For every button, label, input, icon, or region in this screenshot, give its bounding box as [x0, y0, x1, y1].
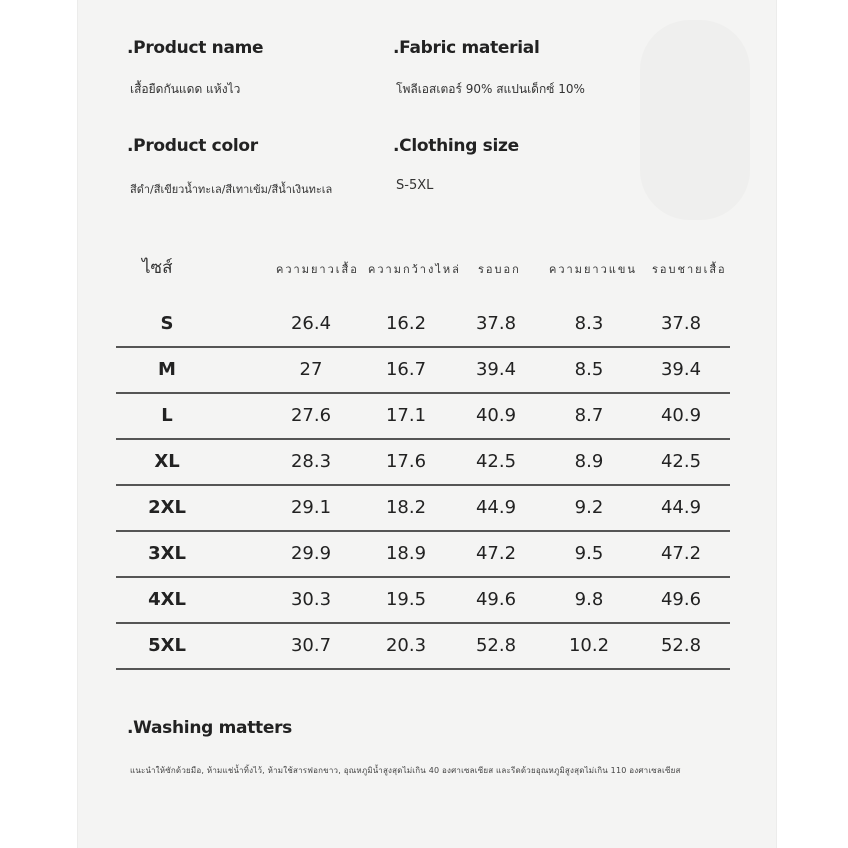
hem-cell: 47.2	[660, 543, 702, 564]
length-cell: 27.6	[290, 405, 332, 426]
table-row	[116, 440, 730, 486]
sleeve-cell: 9.2	[574, 497, 604, 518]
shoulder-cell: 18.2	[385, 497, 427, 518]
table-header	[116, 252, 730, 282]
header-shoulder: ความกว้างไหล่	[368, 263, 461, 276]
length-cell: 26.4	[290, 313, 332, 334]
product-name-value: เสื้อยืดกันแดด แห้งไว	[130, 82, 241, 96]
hem-cell: 49.6	[660, 589, 702, 610]
clothing-size-heading: .Clothing size	[393, 136, 519, 156]
chest-cell: 47.2	[475, 543, 517, 564]
sleeve-cell: 9.8	[574, 589, 604, 610]
hem-cell: 37.8	[660, 313, 702, 334]
fabric-material-heading: .Fabric material	[393, 38, 540, 58]
shoulder-cell: 16.7	[385, 359, 427, 380]
chest-cell: 42.5	[475, 451, 517, 472]
product-color-heading: .Product color	[127, 136, 258, 156]
hem-cell: 42.5	[660, 451, 702, 472]
hem-cell: 40.9	[660, 405, 702, 426]
shoulder-cell: 17.1	[385, 405, 427, 426]
length-cell: 30.3	[290, 589, 332, 610]
table-row	[116, 578, 730, 624]
hem-cell: 39.4	[660, 359, 702, 380]
size-cell: 2XL	[148, 497, 186, 518]
chest-cell: 44.9	[475, 497, 517, 518]
shoulder-cell: 17.6	[385, 451, 427, 472]
size-cell: M	[158, 359, 176, 380]
table-row	[116, 348, 730, 394]
shoulder-cell: 20.3	[385, 635, 427, 656]
sleeve-cell: 8.9	[574, 451, 604, 472]
size-cell: XL	[154, 451, 180, 472]
table-row	[116, 486, 730, 532]
chest-cell: 49.6	[475, 589, 517, 610]
background-shape	[640, 20, 750, 220]
sleeve-cell: 9.5	[574, 543, 604, 564]
length-cell: 27	[299, 359, 323, 380]
chest-cell: 37.8	[475, 313, 517, 334]
product-name-heading: .Product name	[127, 38, 264, 58]
table-row	[116, 624, 730, 670]
length-cell: 28.3	[290, 451, 332, 472]
fabric-material-value: โพลีเอสเตอร์ 90% สแปนเด็กซ์ 10%	[396, 82, 585, 96]
chest-cell: 40.9	[475, 405, 517, 426]
length-cell: 29.1	[290, 497, 332, 518]
clothing-size-value: S-5XL	[396, 178, 434, 193]
table-row	[116, 394, 730, 440]
size-cell: L	[161, 405, 173, 426]
sleeve-cell: 8.3	[574, 313, 604, 334]
sleeve-cell: 10.2	[568, 635, 610, 656]
header-length: ความยาวเสื้อ	[276, 263, 359, 276]
size-cell: 3XL	[148, 543, 186, 564]
hem-cell: 44.9	[660, 497, 702, 518]
sleeve-cell: 8.5	[574, 359, 604, 380]
hem-cell: 52.8	[660, 635, 702, 656]
size-table	[116, 252, 730, 670]
table-row	[116, 302, 730, 348]
size-cell: 5XL	[148, 635, 186, 656]
shoulder-cell: 16.2	[385, 313, 427, 334]
header-hem: รอบชายเสื้อ	[652, 263, 727, 276]
table-row	[116, 532, 730, 578]
size-cell: S	[160, 313, 174, 334]
product-color-value: สีดำ/สีเขียวน้ำทะเล/สีเทาเข้ม/สีน้ำเงินทะเล	[130, 183, 333, 196]
chest-cell: 52.8	[475, 635, 517, 656]
header-size: ไซส์	[142, 258, 173, 278]
chest-cell: 39.4	[475, 359, 517, 380]
washing-instructions: แนะนำให้ซักด้วยมือ, ห้ามแช่น้ำทิ้งไว้, ห้ามใช้สารฟอกขาว, อุณหภูมิน้ำสูงสุดไม่เกิน 40 องศาเซลเซียส และรีดด้วยอุณหภูมิสูงสุดไม่เกิน 110 องศาเซลเซียส	[130, 766, 681, 775]
header-sleeve: ความยาวแขน	[549, 263, 637, 276]
shoulder-cell: 18.9	[385, 543, 427, 564]
shoulder-cell: 19.5	[385, 589, 427, 610]
header-chest: รอบอก	[478, 263, 521, 276]
length-cell: 29.9	[290, 543, 332, 564]
size-cell: 4XL	[148, 589, 186, 610]
length-cell: 30.7	[290, 635, 332, 656]
washing-heading: .Washing matters	[127, 718, 292, 738]
sleeve-cell: 8.7	[574, 405, 604, 426]
